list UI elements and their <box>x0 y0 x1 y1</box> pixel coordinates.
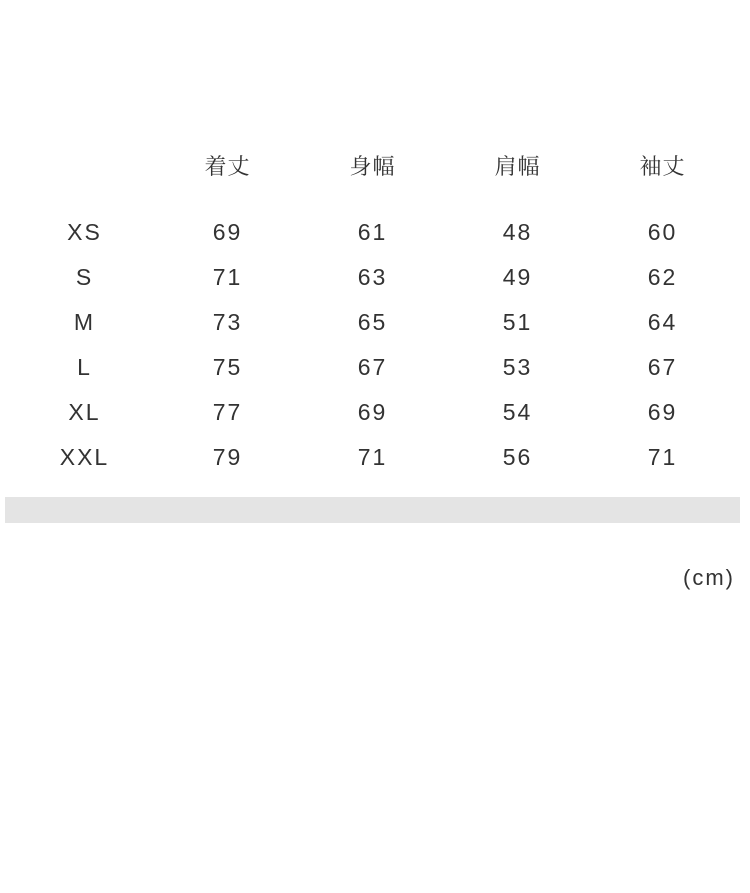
table-row <box>0 210 750 255</box>
unit-label: (cm) <box>683 565 735 590</box>
measurement-value: 54 <box>502 399 533 425</box>
table-row <box>0 255 750 300</box>
measurement-value: 51 <box>502 309 533 335</box>
size-label: XL <box>68 399 101 425</box>
divider-bar <box>5 497 740 523</box>
measurement-value: 67 <box>357 354 388 380</box>
measurement-value: 77 <box>212 399 243 425</box>
measurement-value: 64 <box>647 309 678 335</box>
measurement-value: 65 <box>357 309 388 335</box>
measurement-value: 79 <box>212 444 243 470</box>
table-row <box>0 435 750 480</box>
size-chart-table <box>0 143 750 480</box>
measurement-value: 49 <box>502 264 533 290</box>
measurement-value: 61 <box>357 219 388 245</box>
measurement-value: 71 <box>647 444 678 470</box>
column-header-body-width: 身幅 <box>349 154 396 179</box>
measurement-value: 71 <box>212 264 243 290</box>
column-header-shoulder-width: 肩幅 <box>494 154 541 179</box>
table-row <box>0 345 750 390</box>
measurement-value: 71 <box>357 444 388 470</box>
size-label: M <box>73 309 96 335</box>
size-label: XS <box>67 219 102 245</box>
column-header-body-length: 着丈 <box>204 154 251 179</box>
measurement-value: 73 <box>212 309 243 335</box>
measurement-value: 69 <box>357 399 388 425</box>
measurement-value: 53 <box>502 354 533 380</box>
measurement-value: 56 <box>502 444 533 470</box>
size-label: S <box>75 264 94 290</box>
measurement-value: 63 <box>357 264 388 290</box>
measurement-value: 69 <box>647 399 678 425</box>
measurement-value: 60 <box>647 219 678 245</box>
size-label: L <box>77 354 92 380</box>
measurement-value: 75 <box>212 354 243 380</box>
measurement-value: 48 <box>502 219 533 245</box>
measurement-value: 69 <box>212 219 243 245</box>
table-row <box>0 390 750 435</box>
measurement-value: 67 <box>647 354 678 380</box>
column-header-sleeve-length: 袖丈 <box>639 154 686 179</box>
size-label: XXL <box>59 444 110 470</box>
table-row <box>0 300 750 345</box>
table-header-row <box>0 143 750 188</box>
measurement-value: 62 <box>647 264 678 290</box>
